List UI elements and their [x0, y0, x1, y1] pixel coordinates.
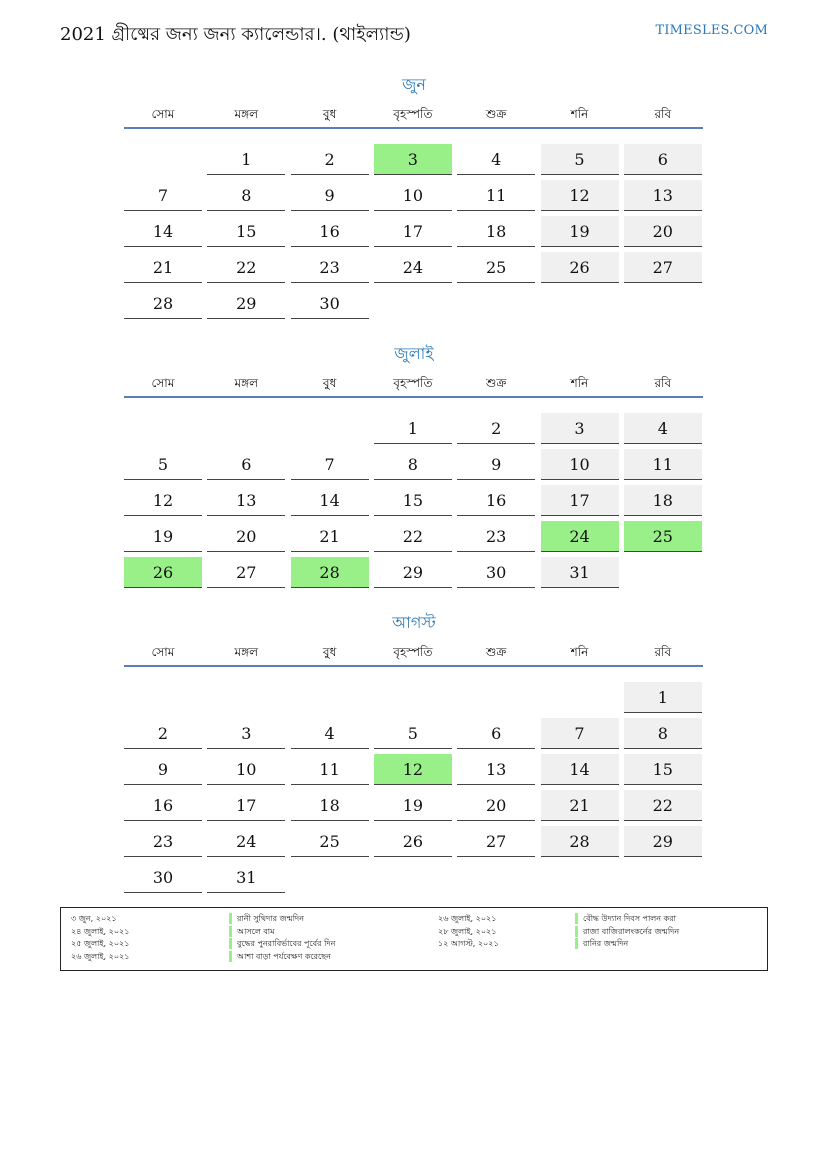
day-cell[interactable]: 16: [124, 790, 202, 821]
day-cell[interactable]: 12: [541, 180, 619, 211]
day-cell[interactable]: 14: [124, 216, 202, 247]
holiday-day-cell[interactable]: 12: [374, 754, 452, 785]
weekday-label: সোম: [151, 376, 175, 390]
day-cell[interactable]: 3: [541, 413, 619, 444]
day-cell[interactable]: 10: [374, 180, 452, 211]
weekday-label: রবি: [654, 107, 672, 121]
day-cell[interactable]: 14: [291, 485, 369, 516]
holiday-day-cell[interactable]: 25: [624, 521, 702, 552]
page-header: [60, 20, 768, 46]
weekday-label: শনি: [570, 107, 589, 121]
weekday-label: মঙ্গল: [234, 645, 259, 659]
legend-date: ২৮ জুলাই, ২০২১: [438, 926, 497, 936]
weekday-label: সোম: [151, 645, 175, 659]
day-cell[interactable]: 20: [457, 790, 535, 821]
weekday-label: বুধ: [322, 376, 337, 390]
day-cell[interactable]: 14: [541, 754, 619, 785]
day-cell[interactable]: 20: [207, 521, 285, 552]
day-cell[interactable]: 8: [374, 449, 452, 480]
day-cell[interactable]: 23: [291, 252, 369, 283]
day-cell[interactable]: 13: [624, 180, 702, 211]
holiday-legend: [60, 907, 768, 971]
day-cell[interactable]: 4: [624, 413, 702, 444]
day-cell[interactable]: 31: [541, 557, 619, 588]
legend-holiday-name: আশা বাড়া পর্যবেক্ষণ করেছেন: [229, 951, 331, 962]
day-cell[interactable]: 29: [624, 826, 702, 857]
header-rule: [124, 127, 703, 129]
day-cell[interactable]: 18: [291, 790, 369, 821]
day-cell[interactable]: 7: [541, 718, 619, 749]
day-cell[interactable]: 9: [457, 449, 535, 480]
day-cell[interactable]: 8: [207, 180, 285, 211]
day-cell[interactable]: 25: [291, 826, 369, 857]
day-cell[interactable]: 15: [207, 216, 285, 247]
day-cell[interactable]: 22: [624, 790, 702, 821]
day-cell[interactable]: 11: [291, 754, 369, 785]
day-cell[interactable]: 6: [207, 449, 285, 480]
day-cell[interactable]: 30: [457, 557, 535, 588]
header-rule: [124, 396, 703, 398]
day-cell[interactable]: 26: [374, 826, 452, 857]
day-cell[interactable]: 12: [124, 485, 202, 516]
day-cell[interactable]: 29: [207, 288, 285, 319]
legend-holiday-name: বৌদ্ধ উদ্যান দিবস পালন করা: [575, 913, 676, 924]
legend-holiday-name: আসলে বাম: [229, 926, 275, 937]
holiday-day-cell[interactable]: 3: [374, 144, 452, 175]
legend-holiday-name: বুদ্ধের পুনরাবির্ভাবের পূর্বের দিন: [229, 938, 335, 949]
weekday-label: মঙ্গল: [234, 107, 259, 121]
day-cell[interactable]: 4: [457, 144, 535, 175]
legend-date: ২৪ জুলাই, ২০২১: [71, 926, 130, 936]
weekday-label: রবি: [654, 645, 672, 659]
weekday-label: মঙ্গল: [234, 376, 259, 390]
day-cell[interactable]: 19: [124, 521, 202, 552]
weekday-header: [124, 106, 704, 126]
weekday-label: শুক্র: [486, 376, 507, 390]
day-cell[interactable]: 17: [374, 216, 452, 247]
day-cell[interactable]: 8: [624, 718, 702, 749]
day-cell[interactable]: 19: [541, 216, 619, 247]
day-cell[interactable]: 10: [541, 449, 619, 480]
legend-date: ২৬ জুলাই, ২০২১: [438, 914, 497, 923]
day-cell[interactable]: 19: [374, 790, 452, 821]
legend-date: ১২ আগস্ট, ২০২১: [438, 939, 499, 948]
day-cell[interactable]: 21: [124, 252, 202, 283]
day-cell[interactable]: 2: [124, 718, 202, 749]
site-link[interactable]: TIMESLES.COM: [655, 23, 768, 38]
weekday-label: বৃহস্পতি: [393, 107, 433, 121]
day-cell[interactable]: 11: [624, 449, 702, 480]
day-cell[interactable]: 22: [374, 521, 452, 552]
day-cell[interactable]: 1: [374, 413, 452, 444]
day-cell[interactable]: 7: [291, 449, 369, 480]
day-cell[interactable]: 24: [374, 252, 452, 283]
weekday-label: শনি: [570, 376, 589, 390]
day-cell[interactable]: 16: [291, 216, 369, 247]
legend-date: ২৫ জুলাই, ২০২১: [71, 939, 130, 948]
day-cell[interactable]: 11: [457, 180, 535, 211]
day-cell[interactable]: 5: [374, 718, 452, 749]
day-cell[interactable]: 28: [541, 826, 619, 857]
day-cell[interactable]: 17: [541, 485, 619, 516]
weekday-label: শনি: [570, 645, 589, 659]
day-cell[interactable]: 18: [457, 216, 535, 247]
day-cell[interactable]: 1: [207, 144, 285, 175]
day-cell[interactable]: 25: [457, 252, 535, 283]
day-cell[interactable]: 4: [291, 718, 369, 749]
day-cell[interactable]: 15: [624, 754, 702, 785]
month-title: জুলাই: [394, 344, 434, 363]
weekday-label: বৃহস্পতি: [393, 645, 433, 659]
weekday-label: সোম: [151, 107, 175, 121]
weekday-header: [124, 644, 704, 664]
day-cell[interactable]: 17: [207, 790, 285, 821]
holiday-day-cell[interactable]: 24: [541, 521, 619, 552]
legend-date: ৩ জুন, ২০২১: [71, 914, 117, 923]
legend-holiday-name: রানী সুথিদার জন্মদিন: [229, 913, 304, 924]
day-cell[interactable]: 27: [207, 557, 285, 588]
legend-date: ২৬ জুলাই, ২০২১: [71, 951, 130, 961]
page-title: 2021 গ্রীষ্মের জন্য জন্য ক্যালেন্ডার।. (থাইল্যান্ড): [60, 24, 411, 45]
weekday-label: বুধ: [322, 645, 337, 659]
day-cell[interactable]: 30: [291, 288, 369, 319]
day-cell[interactable]: 16: [457, 485, 535, 516]
day-cell[interactable]: 9: [124, 754, 202, 785]
day-cell[interactable]: 31: [207, 862, 285, 893]
weekday-header: [124, 375, 704, 395]
weekday-label: বুধ: [322, 107, 337, 121]
day-cell[interactable]: 6: [457, 718, 535, 749]
weekday-label: শুক্র: [486, 107, 507, 121]
day-cell[interactable]: 24: [207, 826, 285, 857]
month-title: জুন: [402, 75, 426, 94]
day-cell[interactable]: 2: [457, 413, 535, 444]
day-cell[interactable]: 23: [457, 521, 535, 552]
day-cell[interactable]: 2: [291, 144, 369, 175]
legend-holiday-name: রাজা বাজিরালংকর্নের জন্মদিন: [575, 926, 679, 937]
day-cell[interactable]: 5: [124, 449, 202, 480]
day-cell[interactable]: 23: [124, 826, 202, 857]
holiday-day-cell[interactable]: 26: [124, 557, 202, 588]
legend-holiday-name: রানির জন্মদিন: [575, 938, 628, 949]
holiday-day-cell[interactable]: 28: [291, 557, 369, 588]
day-cell[interactable]: 30: [124, 862, 202, 893]
weekday-label: বৃহস্পতি: [393, 376, 433, 390]
day-cell[interactable]: 3: [207, 718, 285, 749]
weekday-label: শুক্র: [486, 645, 507, 659]
weekday-label: রবি: [654, 376, 672, 390]
day-cell[interactable]: 26: [541, 252, 619, 283]
day-cell[interactable]: 7: [124, 180, 202, 211]
day-cell[interactable]: 27: [624, 252, 702, 283]
day-cell[interactable]: 27: [457, 826, 535, 857]
day-cell[interactable]: 29: [374, 557, 452, 588]
day-cell[interactable]: 21: [291, 521, 369, 552]
day-cell[interactable]: 15: [374, 485, 452, 516]
day-cell[interactable]: 6: [624, 144, 702, 175]
day-cell[interactable]: 5: [541, 144, 619, 175]
day-cell[interactable]: 21: [541, 790, 619, 821]
day-cell[interactable]: 1: [624, 682, 702, 713]
header-rule: [124, 665, 703, 667]
day-cell[interactable]: 20: [624, 216, 702, 247]
day-cell[interactable]: 18: [624, 485, 702, 516]
day-cell[interactable]: 10: [207, 754, 285, 785]
day-cell[interactable]: 9: [291, 180, 369, 211]
day-cell[interactable]: 13: [457, 754, 535, 785]
day-cell[interactable]: 13: [207, 485, 285, 516]
day-cell[interactable]: 22: [207, 252, 285, 283]
day-cell[interactable]: 28: [124, 288, 202, 319]
month-title: আগস্ট: [392, 613, 436, 632]
